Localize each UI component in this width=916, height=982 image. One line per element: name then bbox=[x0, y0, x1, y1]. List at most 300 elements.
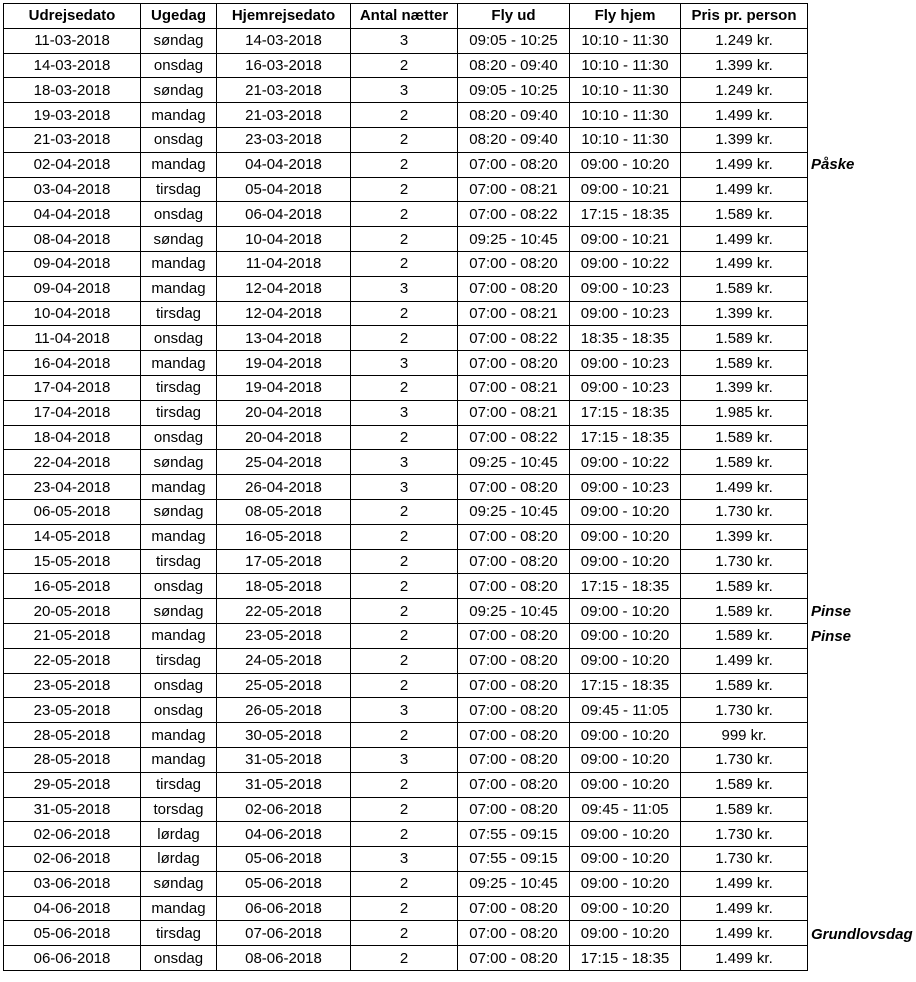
return-date-cell: 05-06-2018 bbox=[217, 847, 351, 872]
price-cell: 1.589 kr. bbox=[681, 326, 808, 351]
header-row bbox=[4, 4, 808, 29]
flight-out-cell: 07:00 - 08:20 bbox=[458, 475, 570, 500]
flight-home-cell: 09:00 - 10:20 bbox=[570, 524, 681, 549]
nights-cell: 2 bbox=[351, 946, 458, 971]
return-date-cell: 04-06-2018 bbox=[217, 822, 351, 847]
row-note bbox=[811, 102, 916, 127]
table-row bbox=[4, 103, 808, 128]
table-row bbox=[4, 177, 808, 202]
flight-home-cell: 09:00 - 10:23 bbox=[570, 375, 681, 400]
price-cell: 1.399 kr. bbox=[681, 301, 808, 326]
return-date-cell: 16-05-2018 bbox=[217, 524, 351, 549]
price-cell: 1.730 kr. bbox=[681, 822, 808, 847]
table-row bbox=[4, 847, 808, 872]
nights-cell: 2 bbox=[351, 103, 458, 128]
table-row bbox=[4, 599, 808, 624]
weekday-cell: lørdag bbox=[141, 822, 217, 847]
flight-out-cell: 09:05 - 10:25 bbox=[458, 78, 570, 103]
table-row bbox=[4, 623, 808, 648]
flight-home-cell: 09:00 - 10:20 bbox=[570, 152, 681, 177]
table-row bbox=[4, 276, 808, 301]
row-note: Pinse bbox=[811, 603, 852, 621]
weekday-cell: mandag bbox=[141, 103, 217, 128]
price-cell: 999 kr. bbox=[681, 723, 808, 748]
nights-cell: 2 bbox=[351, 921, 458, 946]
flight-out-cell: 07:00 - 08:20 bbox=[458, 623, 570, 648]
table-row bbox=[4, 822, 808, 847]
table-row bbox=[4, 400, 808, 425]
price-cell: 1.730 kr. bbox=[681, 847, 808, 872]
return-date-cell: 19-04-2018 bbox=[217, 351, 351, 376]
return-date-cell: 12-04-2018 bbox=[217, 301, 351, 326]
departure-date-cell: 14-03-2018 bbox=[4, 53, 141, 78]
row-note: Pinse bbox=[811, 628, 852, 646]
weekday-cell: søndag bbox=[141, 450, 217, 475]
flight-out-cell: 07:00 - 08:22 bbox=[458, 326, 570, 351]
departure-date-cell: 23-04-2018 bbox=[4, 475, 141, 500]
flight-home-cell: 17:15 - 18:35 bbox=[570, 673, 681, 698]
flight-home-cell: 17:15 - 18:35 bbox=[570, 400, 681, 425]
departure-date-cell: 21-05-2018 bbox=[4, 623, 141, 648]
weekday-cell: mandag bbox=[141, 747, 217, 772]
row-note bbox=[811, 53, 916, 78]
row-note bbox=[811, 227, 916, 252]
return-date-cell: 17-05-2018 bbox=[217, 549, 351, 574]
flight-home-cell: 09:00 - 10:20 bbox=[570, 822, 681, 847]
flight-out-cell: 09:25 - 10:45 bbox=[458, 871, 570, 896]
table-row bbox=[4, 574, 808, 599]
return-date-cell: 19-04-2018 bbox=[217, 375, 351, 400]
departure-date-cell: 15-05-2018 bbox=[4, 549, 141, 574]
departure-date-cell: 29-05-2018 bbox=[4, 772, 141, 797]
price-cell: 1.399 kr. bbox=[681, 53, 808, 78]
table-row bbox=[4, 475, 808, 500]
nights-cell: 2 bbox=[351, 326, 458, 351]
flight-out-cell: 07:00 - 08:20 bbox=[458, 747, 570, 772]
return-date-cell: 16-03-2018 bbox=[217, 53, 351, 78]
row-note bbox=[811, 251, 916, 276]
return-date-cell: 11-04-2018 bbox=[217, 251, 351, 276]
weekday-cell: mandag bbox=[141, 152, 217, 177]
table-row bbox=[4, 375, 808, 400]
table-row bbox=[4, 921, 808, 946]
row-note bbox=[811, 78, 916, 103]
nights-cell: 2 bbox=[351, 301, 458, 326]
return-date-cell: 25-04-2018 bbox=[217, 450, 351, 475]
nights-cell: 2 bbox=[351, 202, 458, 227]
return-date-cell: 21-03-2018 bbox=[217, 78, 351, 103]
nights-cell: 2 bbox=[351, 549, 458, 574]
nights-cell: 2 bbox=[351, 53, 458, 78]
row-note bbox=[811, 574, 916, 599]
departure-date-cell: 05-06-2018 bbox=[4, 921, 141, 946]
return-date-cell: 02-06-2018 bbox=[217, 797, 351, 822]
weekday-cell: onsdag bbox=[141, 673, 217, 698]
nights-cell: 3 bbox=[351, 351, 458, 376]
flight-out-cell: 07:00 - 08:20 bbox=[458, 351, 570, 376]
weekday-cell: søndag bbox=[141, 499, 217, 524]
table-row bbox=[4, 28, 808, 53]
flight-home-cell: 09:00 - 10:20 bbox=[570, 623, 681, 648]
return-date-cell: 08-06-2018 bbox=[217, 946, 351, 971]
nights-cell: 2 bbox=[351, 574, 458, 599]
weekday-cell: mandag bbox=[141, 351, 217, 376]
price-cell: 1.499 kr. bbox=[681, 251, 808, 276]
table-row bbox=[4, 301, 808, 326]
return-date-cell: 05-04-2018 bbox=[217, 177, 351, 202]
flight-out-cell: 07:00 - 08:20 bbox=[458, 896, 570, 921]
flight-out-cell: 09:25 - 10:45 bbox=[458, 499, 570, 524]
weekday-cell: tirsdag bbox=[141, 921, 217, 946]
departure-date-cell: 22-05-2018 bbox=[4, 648, 141, 673]
weekday-cell: onsdag bbox=[141, 326, 217, 351]
weekday-cell: mandag bbox=[141, 896, 217, 921]
departure-date-cell: 17-04-2018 bbox=[4, 375, 141, 400]
flight-out-cell: 07:00 - 08:20 bbox=[458, 921, 570, 946]
nights-cell: 2 bbox=[351, 152, 458, 177]
weekday-cell: tirsdag bbox=[141, 177, 217, 202]
nights-cell: 3 bbox=[351, 475, 458, 500]
departure-date-cell: 28-05-2018 bbox=[4, 723, 141, 748]
weekday-cell: torsdag bbox=[141, 797, 217, 822]
return-date-cell: 06-06-2018 bbox=[217, 896, 351, 921]
table-row bbox=[4, 723, 808, 748]
nights-cell: 2 bbox=[351, 524, 458, 549]
price-cell: 1.499 kr. bbox=[681, 103, 808, 128]
row-note bbox=[811, 748, 916, 773]
departure-date-cell: 22-04-2018 bbox=[4, 450, 141, 475]
price-cell: 1.399 kr. bbox=[681, 375, 808, 400]
price-cell: 1.499 kr. bbox=[681, 921, 808, 946]
price-cell: 1.589 kr. bbox=[681, 673, 808, 698]
table-row bbox=[4, 127, 808, 152]
row-note bbox=[811, 947, 916, 972]
price-cell: 1.499 kr. bbox=[681, 475, 808, 500]
price-cell: 1.499 kr. bbox=[681, 227, 808, 252]
flight-home-cell: 09:00 - 10:23 bbox=[570, 276, 681, 301]
flight-out-cell: 07:00 - 08:20 bbox=[458, 946, 570, 971]
flight-out-cell: 07:00 - 08:20 bbox=[458, 251, 570, 276]
row-note bbox=[811, 649, 916, 674]
flight-home-cell: 09:00 - 10:21 bbox=[570, 177, 681, 202]
departure-date-cell: 04-04-2018 bbox=[4, 202, 141, 227]
departure-date-cell: 11-03-2018 bbox=[4, 28, 141, 53]
nights-cell: 3 bbox=[351, 400, 458, 425]
return-date-cell: 23-03-2018 bbox=[217, 127, 351, 152]
nights-cell: 2 bbox=[351, 499, 458, 524]
departure-date-cell: 03-04-2018 bbox=[4, 177, 141, 202]
price-cell: 1.730 kr. bbox=[681, 549, 808, 574]
table-row bbox=[4, 797, 808, 822]
row-note bbox=[811, 699, 916, 724]
table-row bbox=[4, 896, 808, 921]
weekday-cell: tirsdag bbox=[141, 549, 217, 574]
table-row bbox=[4, 747, 808, 772]
row-note bbox=[811, 550, 916, 575]
table-row bbox=[4, 772, 808, 797]
table-row bbox=[4, 698, 808, 723]
table-row bbox=[4, 251, 808, 276]
departure-date-cell: 31-05-2018 bbox=[4, 797, 141, 822]
row-note bbox=[811, 425, 916, 450]
departure-date-cell: 09-04-2018 bbox=[4, 276, 141, 301]
row-note bbox=[811, 28, 916, 53]
weekday-cell: mandag bbox=[141, 524, 217, 549]
table-row bbox=[4, 425, 808, 450]
flight-home-cell: 09:00 - 10:20 bbox=[570, 847, 681, 872]
flight-home-cell: 09:00 - 10:20 bbox=[570, 549, 681, 574]
row-note bbox=[811, 450, 916, 475]
return-date-cell: 21-03-2018 bbox=[217, 103, 351, 128]
departure-date-cell: 14-05-2018 bbox=[4, 524, 141, 549]
flight-home-cell: 17:15 - 18:35 bbox=[570, 202, 681, 227]
weekday-cell: onsdag bbox=[141, 698, 217, 723]
flight-home-cell: 09:00 - 10:22 bbox=[570, 251, 681, 276]
flight-out-cell: 09:05 - 10:25 bbox=[458, 28, 570, 53]
nights-cell: 2 bbox=[351, 375, 458, 400]
flight-out-cell: 07:00 - 08:20 bbox=[458, 698, 570, 723]
nights-cell: 3 bbox=[351, 698, 458, 723]
nights-cell: 3 bbox=[351, 747, 458, 772]
departure-date-cell: 18-04-2018 bbox=[4, 425, 141, 450]
flight-home-cell: 09:00 - 10:23 bbox=[570, 301, 681, 326]
price-cell: 1.985 kr. bbox=[681, 400, 808, 425]
weekday-cell: onsdag bbox=[141, 53, 217, 78]
return-date-cell: 20-04-2018 bbox=[217, 400, 351, 425]
flight-out-cell: 07:55 - 09:15 bbox=[458, 822, 570, 847]
price-cell: 1.589 kr. bbox=[681, 450, 808, 475]
table-row bbox=[4, 524, 808, 549]
price-cell: 1.730 kr. bbox=[681, 747, 808, 772]
row-note bbox=[811, 177, 916, 202]
flight-home-cell: 18:35 - 18:35 bbox=[570, 326, 681, 351]
return-date-cell: 20-04-2018 bbox=[217, 425, 351, 450]
row-note bbox=[811, 897, 916, 922]
row-note bbox=[811, 525, 916, 550]
row-note bbox=[811, 127, 916, 152]
row-note: Påske bbox=[811, 155, 855, 173]
flight-home-cell: 09:45 - 11:05 bbox=[570, 698, 681, 723]
departure-date-cell: 18-03-2018 bbox=[4, 78, 141, 103]
return-date-cell: 04-04-2018 bbox=[217, 152, 351, 177]
flight-home-cell: 09:00 - 10:20 bbox=[570, 648, 681, 673]
table-row bbox=[4, 351, 808, 376]
return-date-cell: 14-03-2018 bbox=[217, 28, 351, 53]
nights-cell: 2 bbox=[351, 896, 458, 921]
flight-out-cell: 07:00 - 08:20 bbox=[458, 574, 570, 599]
departure-date-cell: 03-06-2018 bbox=[4, 871, 141, 896]
return-date-cell: 23-05-2018 bbox=[217, 623, 351, 648]
notes-column bbox=[811, 3, 916, 972]
table-row bbox=[4, 499, 808, 524]
flight-home-cell: 09:00 - 10:21 bbox=[570, 227, 681, 252]
header-flight-home: Fly hjem bbox=[570, 4, 681, 29]
table-row bbox=[4, 78, 808, 103]
nights-cell: 3 bbox=[351, 28, 458, 53]
price-cell: 1.589 kr. bbox=[681, 351, 808, 376]
departure-date-cell: 09-04-2018 bbox=[4, 251, 141, 276]
flight-price-table bbox=[3, 3, 808, 971]
flight-out-cell: 07:00 - 08:20 bbox=[458, 276, 570, 301]
return-date-cell: 31-05-2018 bbox=[217, 772, 351, 797]
return-date-cell: 12-04-2018 bbox=[217, 276, 351, 301]
header-nights: Antal nætter bbox=[351, 4, 458, 29]
weekday-cell: mandag bbox=[141, 475, 217, 500]
nights-cell: 2 bbox=[351, 772, 458, 797]
return-date-cell: 06-04-2018 bbox=[217, 202, 351, 227]
departure-date-cell: 17-04-2018 bbox=[4, 400, 141, 425]
header-price: Pris pr. person bbox=[681, 4, 808, 29]
flight-home-cell: 10:10 - 11:30 bbox=[570, 53, 681, 78]
table-row bbox=[4, 946, 808, 971]
row-note bbox=[811, 848, 916, 873]
price-cell: 1.589 kr. bbox=[681, 797, 808, 822]
flight-home-cell: 09:45 - 11:05 bbox=[570, 797, 681, 822]
price-cell: 1.499 kr. bbox=[681, 648, 808, 673]
weekday-cell: søndag bbox=[141, 28, 217, 53]
flight-home-cell: 09:00 - 10:20 bbox=[570, 921, 681, 946]
weekday-cell: onsdag bbox=[141, 946, 217, 971]
flight-home-cell: 17:15 - 18:35 bbox=[570, 425, 681, 450]
price-cell: 1.730 kr. bbox=[681, 698, 808, 723]
row-note bbox=[811, 276, 916, 301]
flight-out-cell: 07:00 - 08:21 bbox=[458, 400, 570, 425]
return-date-cell: 18-05-2018 bbox=[217, 574, 351, 599]
flight-out-cell: 07:00 - 08:20 bbox=[458, 772, 570, 797]
row-note bbox=[811, 500, 916, 525]
nights-cell: 3 bbox=[351, 276, 458, 301]
row-note bbox=[811, 301, 916, 326]
table-row bbox=[4, 450, 808, 475]
weekday-cell: søndag bbox=[141, 871, 217, 896]
nights-cell: 2 bbox=[351, 623, 458, 648]
price-cell: 1.589 kr. bbox=[681, 772, 808, 797]
nights-cell: 2 bbox=[351, 425, 458, 450]
return-date-cell: 08-05-2018 bbox=[217, 499, 351, 524]
flight-out-cell: 07:00 - 08:22 bbox=[458, 202, 570, 227]
row-note bbox=[811, 351, 916, 376]
flight-out-cell: 08:20 - 09:40 bbox=[458, 127, 570, 152]
flight-out-cell: 07:00 - 08:21 bbox=[458, 177, 570, 202]
departure-date-cell: 04-06-2018 bbox=[4, 896, 141, 921]
price-cell: 1.499 kr. bbox=[681, 946, 808, 971]
return-date-cell: 22-05-2018 bbox=[217, 599, 351, 624]
departure-date-cell: 16-05-2018 bbox=[4, 574, 141, 599]
flight-home-cell: 09:00 - 10:20 bbox=[570, 723, 681, 748]
weekday-cell: tirsdag bbox=[141, 375, 217, 400]
row-note bbox=[811, 773, 916, 798]
flight-home-cell: 10:10 - 11:30 bbox=[570, 78, 681, 103]
weekday-cell: søndag bbox=[141, 227, 217, 252]
departure-date-cell: 08-04-2018 bbox=[4, 227, 141, 252]
row-note bbox=[811, 674, 916, 699]
header-return-date: Hjemrejsedato bbox=[217, 4, 351, 29]
weekday-cell: søndag bbox=[141, 78, 217, 103]
flight-out-cell: 07:00 - 08:20 bbox=[458, 152, 570, 177]
nights-cell: 2 bbox=[351, 227, 458, 252]
flight-home-cell: 09:00 - 10:20 bbox=[570, 871, 681, 896]
departure-date-cell: 20-05-2018 bbox=[4, 599, 141, 624]
flight-home-cell: 10:10 - 11:30 bbox=[570, 103, 681, 128]
price-cell: 1.589 kr. bbox=[681, 599, 808, 624]
nights-cell: 2 bbox=[351, 127, 458, 152]
table-row bbox=[4, 648, 808, 673]
departure-date-cell: 06-06-2018 bbox=[4, 946, 141, 971]
flight-home-cell: 10:10 - 11:30 bbox=[570, 28, 681, 53]
price-cell: 1.589 kr. bbox=[681, 425, 808, 450]
flight-out-cell: 07:00 - 08:22 bbox=[458, 425, 570, 450]
nights-cell: 2 bbox=[351, 599, 458, 624]
weekday-cell: tirsdag bbox=[141, 772, 217, 797]
flight-out-cell: 07:00 - 08:20 bbox=[458, 549, 570, 574]
flight-out-cell: 09:25 - 10:45 bbox=[458, 599, 570, 624]
weekday-cell: tirsdag bbox=[141, 400, 217, 425]
departure-date-cell: 02-06-2018 bbox=[4, 822, 141, 847]
flight-out-cell: 07:00 - 08:21 bbox=[458, 301, 570, 326]
header-departure-date: Udrejsedato bbox=[4, 4, 141, 29]
weekday-cell: mandag bbox=[141, 276, 217, 301]
price-cell: 1.589 kr. bbox=[681, 574, 808, 599]
weekday-cell: tirsdag bbox=[141, 301, 217, 326]
nights-cell: 2 bbox=[351, 251, 458, 276]
flight-out-cell: 07:00 - 08:20 bbox=[458, 723, 570, 748]
table-row bbox=[4, 326, 808, 351]
flight-home-cell: 17:15 - 18:35 bbox=[570, 946, 681, 971]
weekday-cell: onsdag bbox=[141, 127, 217, 152]
row-note bbox=[811, 401, 916, 426]
nights-cell: 2 bbox=[351, 177, 458, 202]
header-weekday: Ugedag bbox=[141, 4, 217, 29]
departure-date-cell: 02-06-2018 bbox=[4, 847, 141, 872]
table-row bbox=[4, 152, 808, 177]
row-note bbox=[811, 202, 916, 227]
row-note: Grundlovsdag bbox=[811, 926, 913, 944]
price-cell: 1.499 kr. bbox=[681, 871, 808, 896]
flight-home-cell: 17:15 - 18:35 bbox=[570, 574, 681, 599]
flight-home-cell: 09:00 - 10:20 bbox=[570, 499, 681, 524]
table-row bbox=[4, 549, 808, 574]
departure-date-cell: 02-04-2018 bbox=[4, 152, 141, 177]
return-date-cell: 05-06-2018 bbox=[217, 871, 351, 896]
nights-cell: 2 bbox=[351, 871, 458, 896]
nights-cell: 3 bbox=[351, 78, 458, 103]
weekday-cell: onsdag bbox=[141, 574, 217, 599]
departure-date-cell: 23-05-2018 bbox=[4, 673, 141, 698]
table-row bbox=[4, 202, 808, 227]
weekday-cell: mandag bbox=[141, 723, 217, 748]
flight-out-cell: 08:20 - 09:40 bbox=[458, 103, 570, 128]
flight-out-cell: 07:00 - 08:20 bbox=[458, 524, 570, 549]
nights-cell: 3 bbox=[351, 847, 458, 872]
notes-header-spacer bbox=[811, 3, 916, 28]
flight-out-cell: 07:00 - 08:20 bbox=[458, 648, 570, 673]
departure-date-cell: 23-05-2018 bbox=[4, 698, 141, 723]
price-cell: 1.249 kr. bbox=[681, 28, 808, 53]
flight-home-cell: 09:00 - 10:23 bbox=[570, 351, 681, 376]
row-note bbox=[811, 376, 916, 401]
return-date-cell: 13-04-2018 bbox=[217, 326, 351, 351]
table-row bbox=[4, 227, 808, 252]
nights-cell: 2 bbox=[351, 822, 458, 847]
row-note bbox=[811, 798, 916, 823]
return-date-cell: 30-05-2018 bbox=[217, 723, 351, 748]
nights-cell: 2 bbox=[351, 723, 458, 748]
nights-cell: 2 bbox=[351, 648, 458, 673]
departure-date-cell: 16-04-2018 bbox=[4, 351, 141, 376]
nights-cell: 2 bbox=[351, 673, 458, 698]
flight-home-cell: 09:00 - 10:20 bbox=[570, 747, 681, 772]
weekday-cell: mandag bbox=[141, 251, 217, 276]
